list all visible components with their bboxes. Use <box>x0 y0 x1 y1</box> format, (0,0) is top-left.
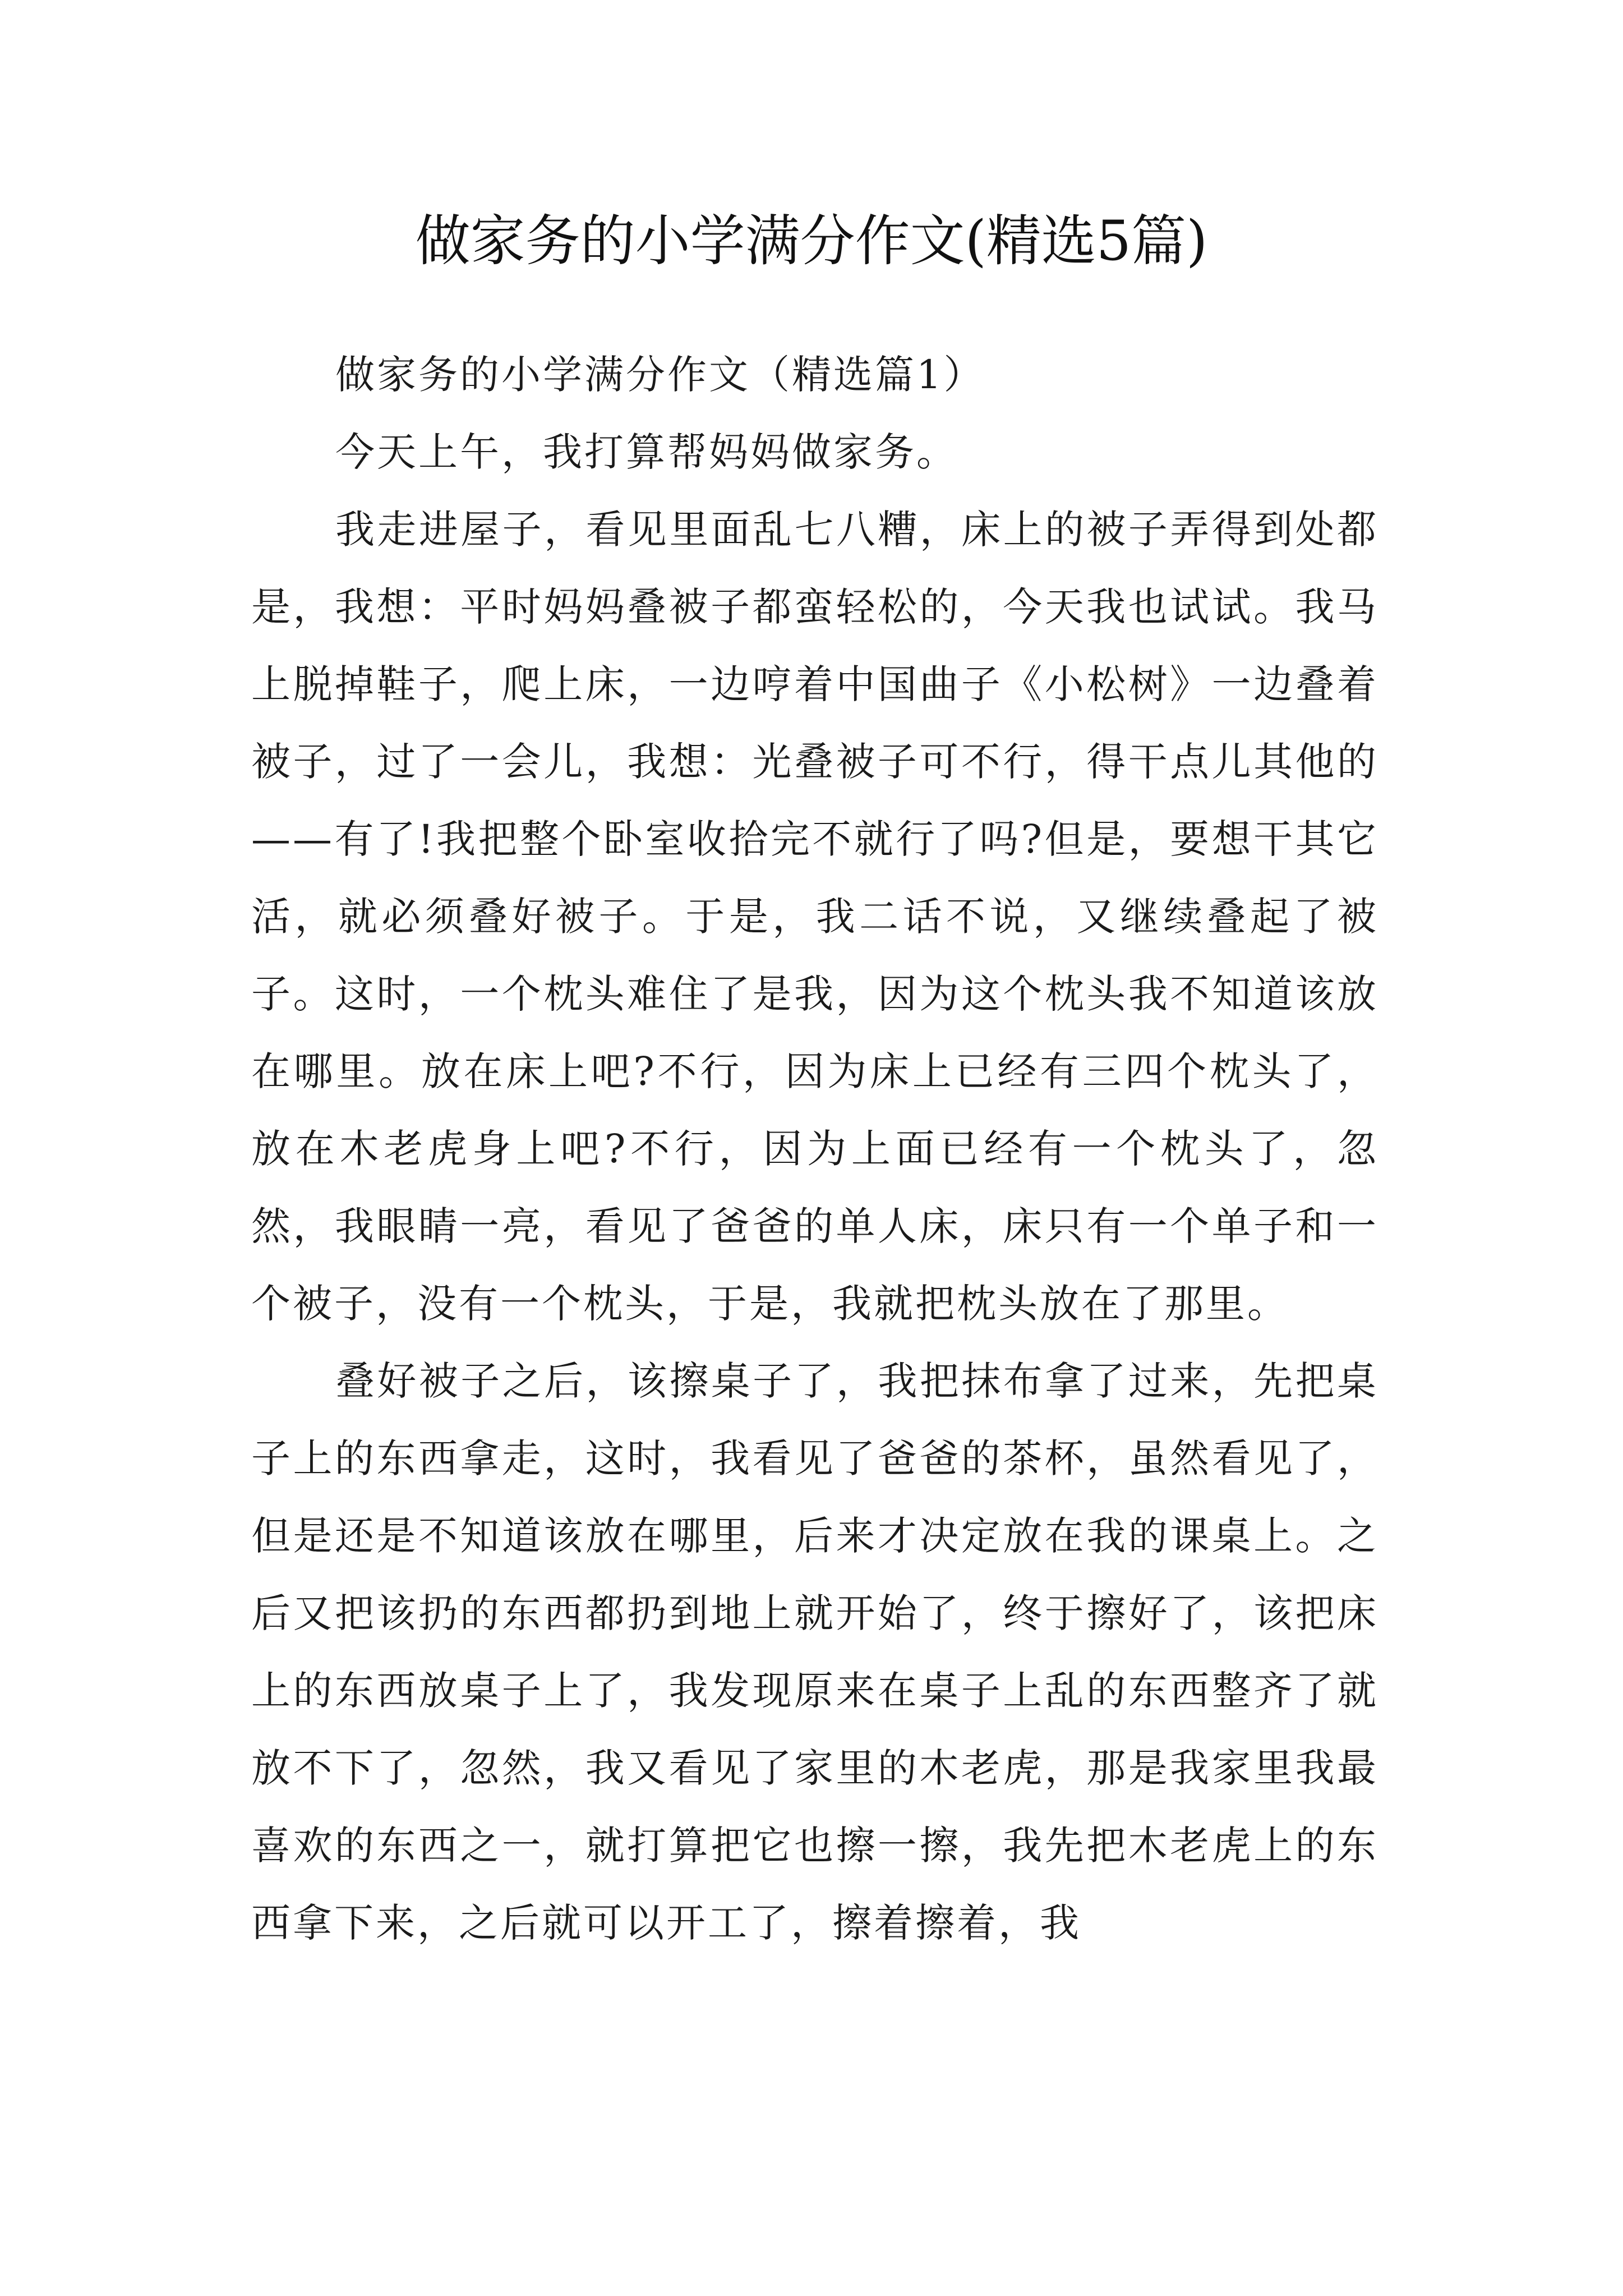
document-title: 做家务的小学满分作文(精选5篇) <box>415 209 1208 273</box>
paragraph: 我走进屋子，看见里面乱七八糟，床上的被子弄得到处都是，我想：平时妈妈叠被子都蛮轻松的，今天我也试试。我马上脱掉鞋子，爬上床，一边哼着中国曲子《小松树》一边叠着被子，过了一会儿，我想：光叠被子可不行，得干点儿其他的——有了!我把整个卧室收拾完不就行了吗?但是，要想干其它活，就必须叠好被子。于是，我二话不说，又继续叠起了被子。这时，一个枕头难住了是我，因为这个枕头我不知道该放在哪里。放在床上吧?不行，因为床上已经有三四个枕头了，放在木老虎身上吧?不行，因为上面已经有一个枕头了，忽然，我眼睛一亮，看见了爸爸的单人床，床只有一个单子和一个被子，没有一个枕头，于是，我就把枕头放在了那里。 <box>251 507 1378 1327</box>
section-heading: 做家务的小学满分作文（精选篇1） <box>335 352 985 398</box>
document-body <box>251 336 1378 1962</box>
paragraph: 叠好被子之后，该擦桌子了，我把抹布拿了过来，先把桌子上的东西拿走，这时，我看见了爸爸的茶杯，虽然看见了，但是还是不知道该放在哪里，后来才决定放在我的课桌上。之后又把该扔的东西都扔到地上就开始了，终于擦好了，该把床上的东西放桌子上了，我发现原来在桌子上乱的东西整齐了就放不下了，忽然，我又看见了家里的木老虎，那是我家里我最喜欢的东西之一，就打算把它也擦一擦，我先把木老虎上的东西拿下来，之后就可以开工了，擦着擦着，我 <box>251 1358 1378 1946</box>
paragraph: 今天上午，我打算帮妈妈做家务。 <box>335 429 958 475</box>
